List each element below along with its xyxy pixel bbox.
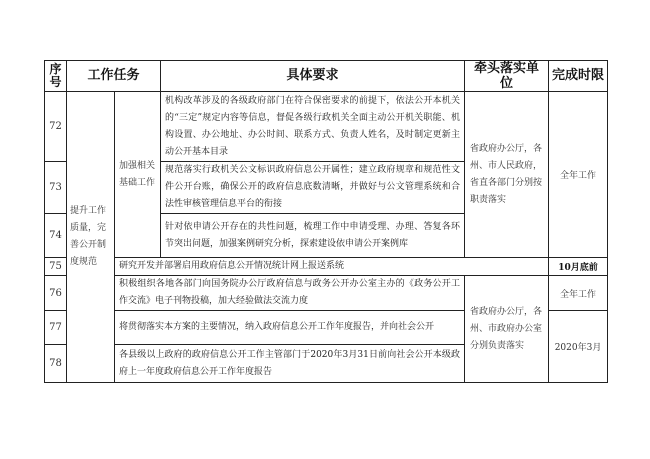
row-number: 75 xyxy=(45,258,67,276)
deadline: 全年工作 xyxy=(549,92,608,258)
header-responsible: 牵头落实单 位 xyxy=(465,61,549,92)
responsible-unit: 省政府办公厅，各州、市政府办公室分别负责落实 xyxy=(465,276,549,383)
requirement-text: 各县级以上政府的政府信息公开工作主管部门于2020年3月31日前向社会公开本级政府上一年度政府信息公开工作年度报告 xyxy=(115,345,465,383)
requirement-text: 研究开发并部署启用政府信息公开情况统计网上报送系统 xyxy=(115,258,549,276)
task-level2: 加强相关基础工作 xyxy=(115,92,161,258)
deadline: 2020年3月 xyxy=(549,311,608,383)
requirement-text: 规范落实行政机关公文标识政府信息公开属性；建立政府规章和规范性文件公开台账，确保公开的政府信息底数清晰，并做好与公文管理系统和合法性审核管理信息平台的衔接 xyxy=(161,162,465,214)
requirement-text: 针对依申请公开存在的共性问题，梳理工作中申请受理、办理、答复各环节突出问题，加强案例研究分析，探索建设依申请公开案例库 xyxy=(161,214,465,258)
row-number: 72 xyxy=(45,92,67,162)
deadline: 全年工作 xyxy=(549,276,608,311)
requirement-text: 将贯彻落实本方案的主要情况，纳入政府信息公开工作年度报告，并向社会公开 xyxy=(115,311,465,345)
work-plan-table xyxy=(44,60,607,383)
requirement-text: 积极组织各地各部门向国务院办公厅政府信息与政务公开办公室主办的《政务公开工作交流》电子刊物投稿，加大经验做法交流力度 xyxy=(115,276,465,311)
responsible-unit: 省政府办公厅，各州、市人民政府，省直各部门分别按职责落实 xyxy=(465,92,549,258)
task-level1: 提升工作质量，完善公开制度规范 xyxy=(67,92,115,383)
row-number: 74 xyxy=(45,214,67,258)
row-number: 73 xyxy=(45,162,67,214)
header-requirements: 具体要求 xyxy=(161,61,465,92)
header-seq: 序号 xyxy=(45,61,67,92)
row-number: 78 xyxy=(45,345,67,383)
header-deadline: 完成时限 xyxy=(549,61,608,92)
deadline: 10月底前 xyxy=(549,258,608,276)
requirement-text: 机构改革涉及的各级政府部门在符合保密要求的前提下，依法公开本机关的“三定”规定内容等信息，督促各级行政机关全面主动公开机关职能、机构设置、办公地址、办公时间、联系方式、负责人姓名，及时制定更新主动公开基本目录 xyxy=(161,92,465,162)
row-number: 76 xyxy=(45,276,67,311)
header-task: 工作任务 xyxy=(67,61,161,92)
row-number: 77 xyxy=(45,311,67,345)
